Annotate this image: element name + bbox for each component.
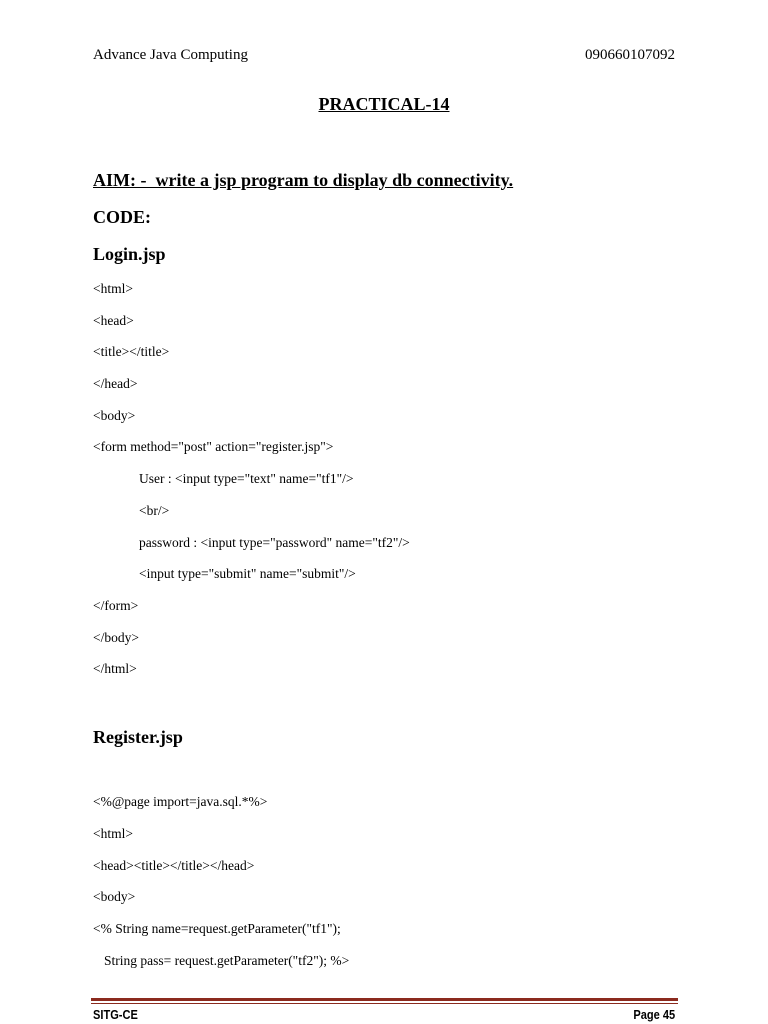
footer-rule xyxy=(91,998,678,1001)
register-code-line: <html> xyxy=(93,826,133,841)
register-code-line: <%@page import=java.sql.*%> xyxy=(93,794,268,809)
footer-rule-thin xyxy=(91,1003,678,1004)
login-code-line: </html> xyxy=(93,661,137,676)
login-code-line: <form method="post" action="register.jsp"> xyxy=(93,439,334,454)
login-file-heading: Login.jsp xyxy=(93,244,166,264)
login-code-line: </form> xyxy=(93,598,139,613)
login-code-line: <html> xyxy=(93,281,133,296)
login-code-line: User : <input type="text" name="tf1"/> xyxy=(139,471,354,486)
login-code-line: <title></title> xyxy=(93,344,170,359)
header-course-title: Advance Java Computing xyxy=(93,47,248,63)
practical-title: PRACTICAL-14 xyxy=(318,94,450,114)
login-code-line: <br/> xyxy=(139,503,170,518)
login-code-line: password : <input type="password" name="tf2"/> xyxy=(139,535,410,550)
login-code-line: <body> xyxy=(93,408,136,423)
register-code-line: <head><title></title></head> xyxy=(93,858,255,873)
login-code-line: <head> xyxy=(93,313,134,328)
register-code-line: <% String name=request.getParameter("tf1"); xyxy=(93,921,341,936)
login-code-line: </body> xyxy=(93,630,139,645)
register-code-line: <body> xyxy=(93,889,136,904)
login-code-line: <input type="submit" name="submit"/> xyxy=(139,566,356,581)
header-enrollment-number: 090660107092 xyxy=(585,47,675,63)
register-code-line: String pass= request.getParameter("tf2"); %> xyxy=(104,953,350,968)
login-code-line: </head> xyxy=(93,376,138,391)
register-file-heading: Register.jsp xyxy=(93,727,183,747)
code-label: CODE: xyxy=(93,207,151,227)
footer-department: SITG-CE xyxy=(93,1007,138,1022)
footer-page-number: Page 45 xyxy=(633,1007,675,1022)
aim-statement: AIM: - write a jsp program to display db connectivity. xyxy=(93,170,514,190)
